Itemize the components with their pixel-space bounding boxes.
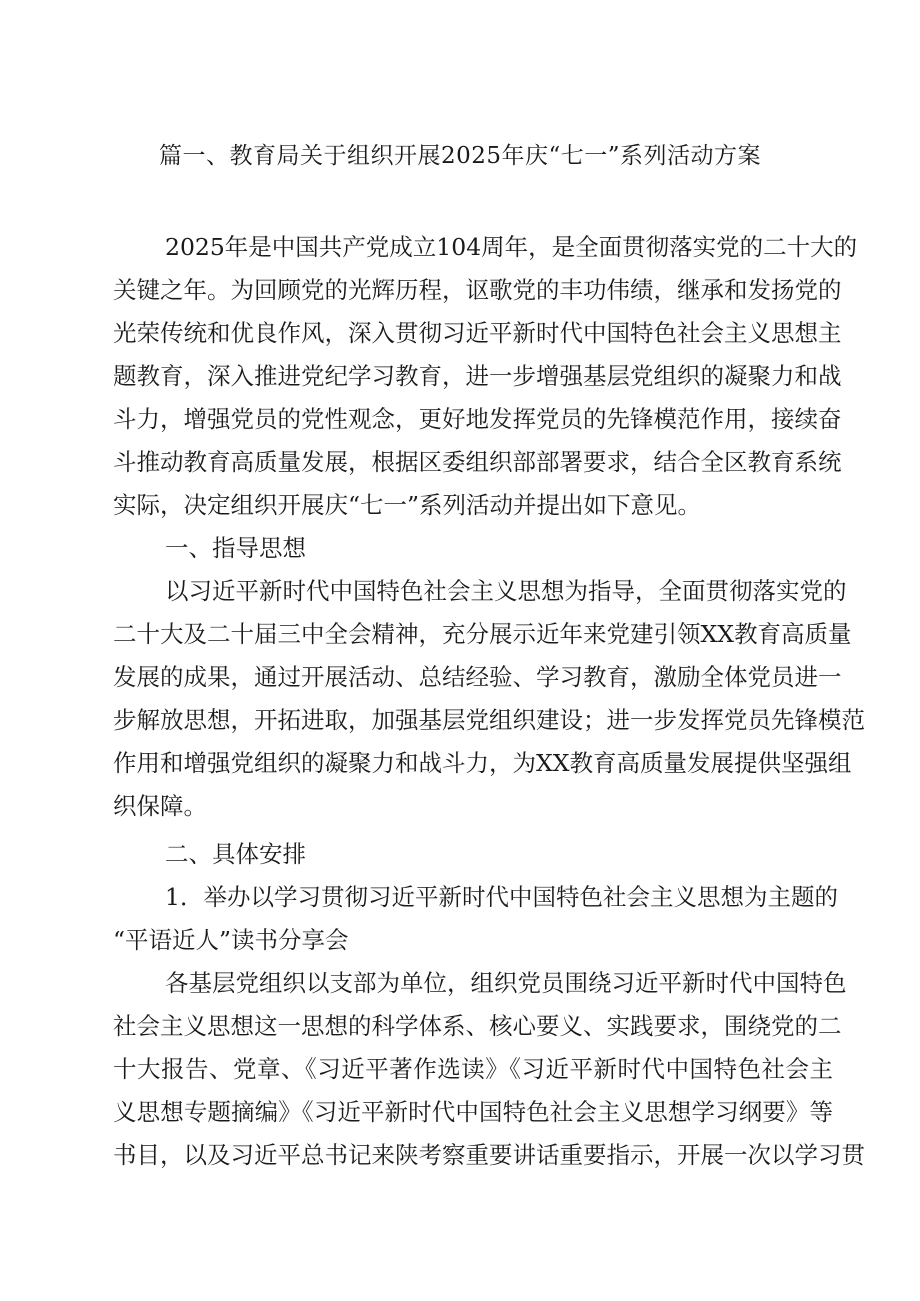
intro-line: 光荣传统和优良作风，深入贯彻习近平新时代中国特色社会主义思想主 [113, 319, 842, 347]
section1-line: 步解放思想，开拓进取，加强基层党组织建设；进一步发挥党员先锋模范 [113, 706, 865, 734]
section1-line: 织保障。 [113, 792, 207, 820]
section1-line: 以习近平新时代中国特色社会主义思想为指导，全面贯彻落实党的 [165, 577, 847, 605]
intro-line: 斗力，增强党员的党性观念，更好地发挥党员的先锋模范作用，接续奋 [113, 405, 842, 433]
item1-body-line: 义思想专题摘编》《习近平新时代中国特色社会主义思想学习纲要》等 [113, 1098, 833, 1126]
intro-line: 关键之年。为回顾党的光辉历程，讴歌党的丰功伟绩，继承和发扬党的 [113, 276, 842, 304]
intro-line: 实际，决定组织开展庆“七一”系列活动并提出如下意见。 [113, 491, 702, 519]
item1-heading-line: 1．举办以学习贯彻习近平新时代中国特色社会主义思想为主题的 [165, 883, 838, 911]
document-title: 篇一、教育局关于组织开展2025年庆“七一”系列活动方案 [158, 143, 762, 169]
section-heading-guiding-ideology: 一、指导思想 [165, 534, 306, 562]
item1-body-line: 书目，以及习近平总书记来陕考察重要讲话重要指示，开展一次以学习贯 [113, 1141, 865, 1169]
intro-line: 题教育，深入推进党纪学习教育，进一步增强基层党组织的凝聚力和战 [113, 362, 842, 390]
item1-body-line: 十大报告、党章、《习近平著作选读》《习近平新时代中国特色社会主 [113, 1055, 833, 1083]
section1-line: 作用和增强党组织的凝聚力和战斗力，为XX教育高质量发展提供坚强组 [113, 749, 852, 777]
intro-line: 斗推动教育高质量发展，根据区委组织部部署要求，结合全区教育系统 [113, 448, 842, 476]
section-heading-arrangements: 二、具体安排 [165, 840, 306, 868]
intro-line: 2025年是中国共产党成立104周年，是全面贯彻落实党的二十大的 [165, 233, 858, 261]
item1-body-line: 社会主义思想这一思想的科学体系、核心要义、实践要求，围绕党的二 [113, 1012, 842, 1040]
item1-body-line: 各基层党组织以支部为单位，组织党员围绕习近平新时代中国特色 [165, 969, 847, 997]
section1-line: 发展的成果，通过开展活动、总结经验、学习教育，激励全体党员进一 [113, 663, 842, 691]
item1-heading-line: “平语近人”读书分享会 [113, 926, 349, 954]
section1-line: 二十大及二十届三中全会精神，充分展示近年来党建引领XX教育高质量 [113, 620, 852, 648]
